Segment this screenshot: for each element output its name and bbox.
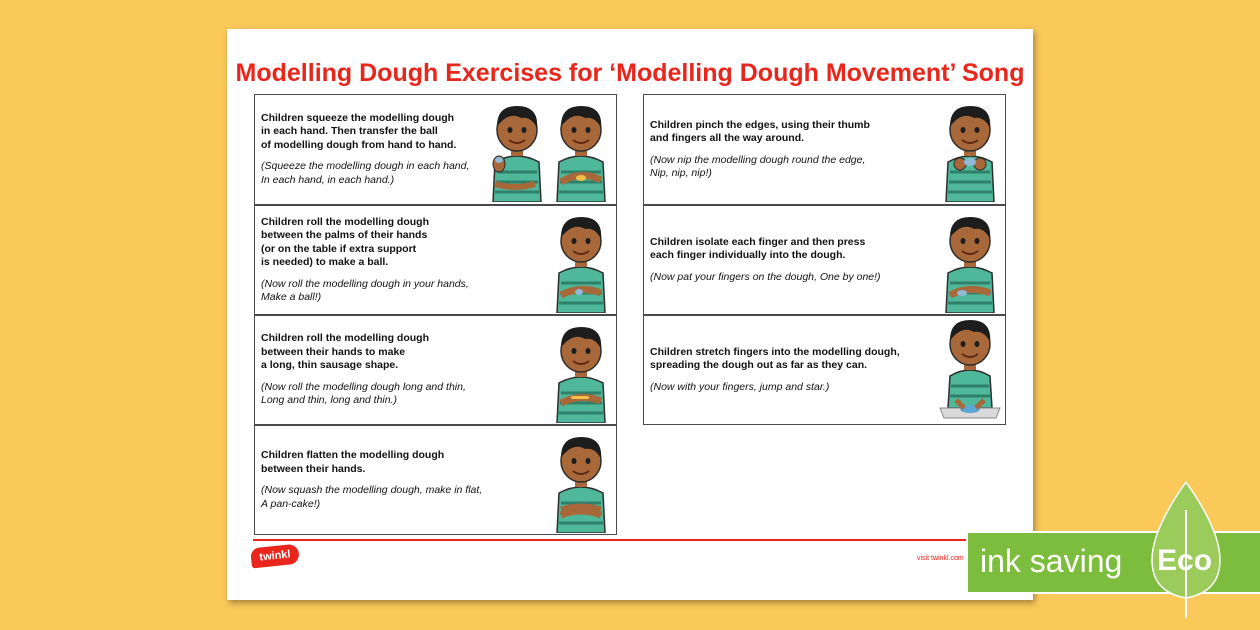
eco-badge-text: Eco: [1157, 544, 1213, 577]
exercise-card-isolate-fingers: [643, 205, 1006, 315]
ink-saving-label: ink saving: [980, 543, 1123, 579]
card-lyric: (Now roll the modelling dough in your hands, Make a ball!): [261, 277, 469, 303]
child-illustration: [938, 209, 1002, 313]
visit-link-text: visit twinkl.com: [917, 555, 964, 562]
child-illustration: [549, 98, 613, 202]
child-illustration: [938, 98, 1002, 202]
exercise-card-stretch: [643, 315, 1006, 425]
card-instruction: Children isolate each finger and then press each finger individually into the dough.: [650, 235, 866, 262]
card-lyric: (Now roll the modelling dough long and thin, Long and thin, long and thin.): [261, 380, 466, 407]
card-instruction: Children pinch the edges, using their thumb and fingers all the way around.: [650, 118, 870, 144]
child-illustration: [549, 209, 613, 313]
card-instruction: Children stretch fingers into the modelling dough, spreading the dough out as far as they can.: [650, 345, 900, 372]
worksheet-page: [227, 29, 1033, 600]
child-illustration: [549, 319, 613, 423]
exercise-card-roll-sausage: [254, 315, 617, 425]
exercise-card-squeeze: [254, 94, 617, 205]
page-title: Modelling Dough Exercises for ‘Modelling Dough Movement’ Song: [235, 59, 1025, 87]
card-lyric: (Now nip the modelling dough round the edge, Nip, nip, nip!): [650, 153, 866, 179]
card-instruction: Children roll the modelling dough between the palms of their hands (or on the table if extra support is needed) to make a ball.: [261, 215, 429, 268]
child-illustration: [549, 429, 613, 533]
exercise-card-pinch: [643, 94, 1006, 205]
footer-divider: [253, 539, 1007, 541]
card-lyric: (Squeeze the modelling dough in each hand, In each hand, in each hand.): [261, 160, 470, 186]
card-lyric: (Now pat your fingers on the dough, One by one!): [650, 270, 881, 283]
twinkl-logo: twinkl: [250, 544, 300, 569]
card-instruction: Children squeeze the modelling dough in each hand. Then transfer the ball of modelling dough from hand to hand.: [261, 111, 457, 151]
card-instruction: Children roll the modelling dough between their hands to make a long, thin sausage shape.: [261, 332, 429, 372]
exercise-card-flatten: [254, 425, 617, 535]
child-illustration: [485, 98, 549, 202]
exercise-card-roll-ball: [254, 205, 617, 315]
child-illustration: [938, 316, 1002, 424]
card-lyric: (Now squash the modelling dough, make in flat, A pan-cake!): [261, 484, 483, 510]
card-lyric: (Now with your fingers, jump and star.): [650, 380, 830, 393]
card-instruction: Children flatten the modelling dough between their hands.: [261, 449, 445, 475]
